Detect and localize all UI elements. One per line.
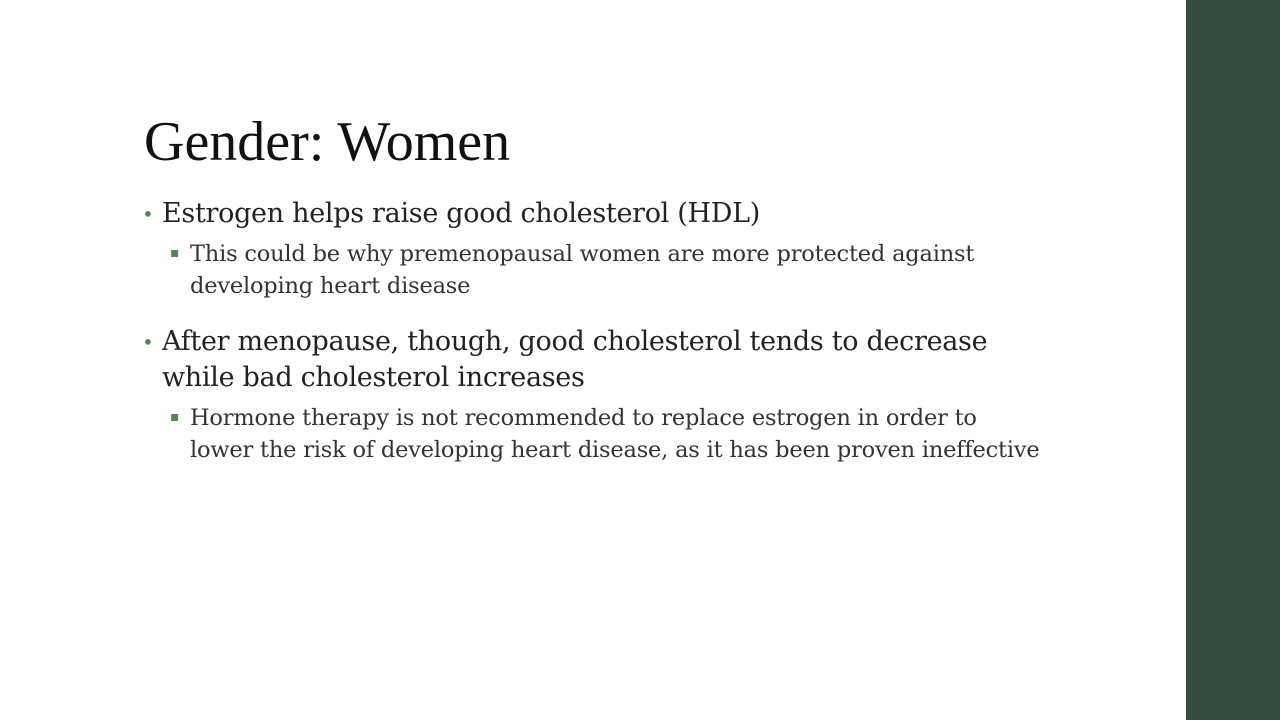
slide-title: Gender: Women bbox=[144, 111, 511, 173]
sub-bullet-text: This could be why premenopausal women are more protected against developing heart disease bbox=[190, 241, 975, 299]
sub-bullet-item bbox=[140, 402, 1040, 466]
bullet-text: Estrogen helps raise good cholesterol (HDL) bbox=[162, 198, 760, 229]
bullet-icon: • bbox=[142, 202, 154, 226]
bullet-icon: • bbox=[142, 330, 154, 354]
sub-bullet-icon: ▪ bbox=[170, 409, 180, 425]
bullet-item bbox=[140, 196, 1040, 232]
bullet-text: After menopause, though, good cholesterol tends to decrease while bad cholesterol increases bbox=[162, 326, 988, 393]
bullet-item bbox=[140, 324, 1040, 396]
bullet-list bbox=[140, 196, 1040, 488]
decorative-side-band bbox=[1186, 0, 1280, 720]
sub-bullet-list bbox=[140, 402, 1040, 466]
sub-bullet-text: Hormone therapy is not recommended to replace estrogen in order to lower the risk of developing heart disease, as it has been proven ineffective bbox=[190, 405, 1040, 463]
sub-bullet-item bbox=[140, 238, 1040, 302]
sub-bullet-icon: ▪ bbox=[170, 245, 180, 261]
sub-bullet-list bbox=[140, 238, 1040, 302]
